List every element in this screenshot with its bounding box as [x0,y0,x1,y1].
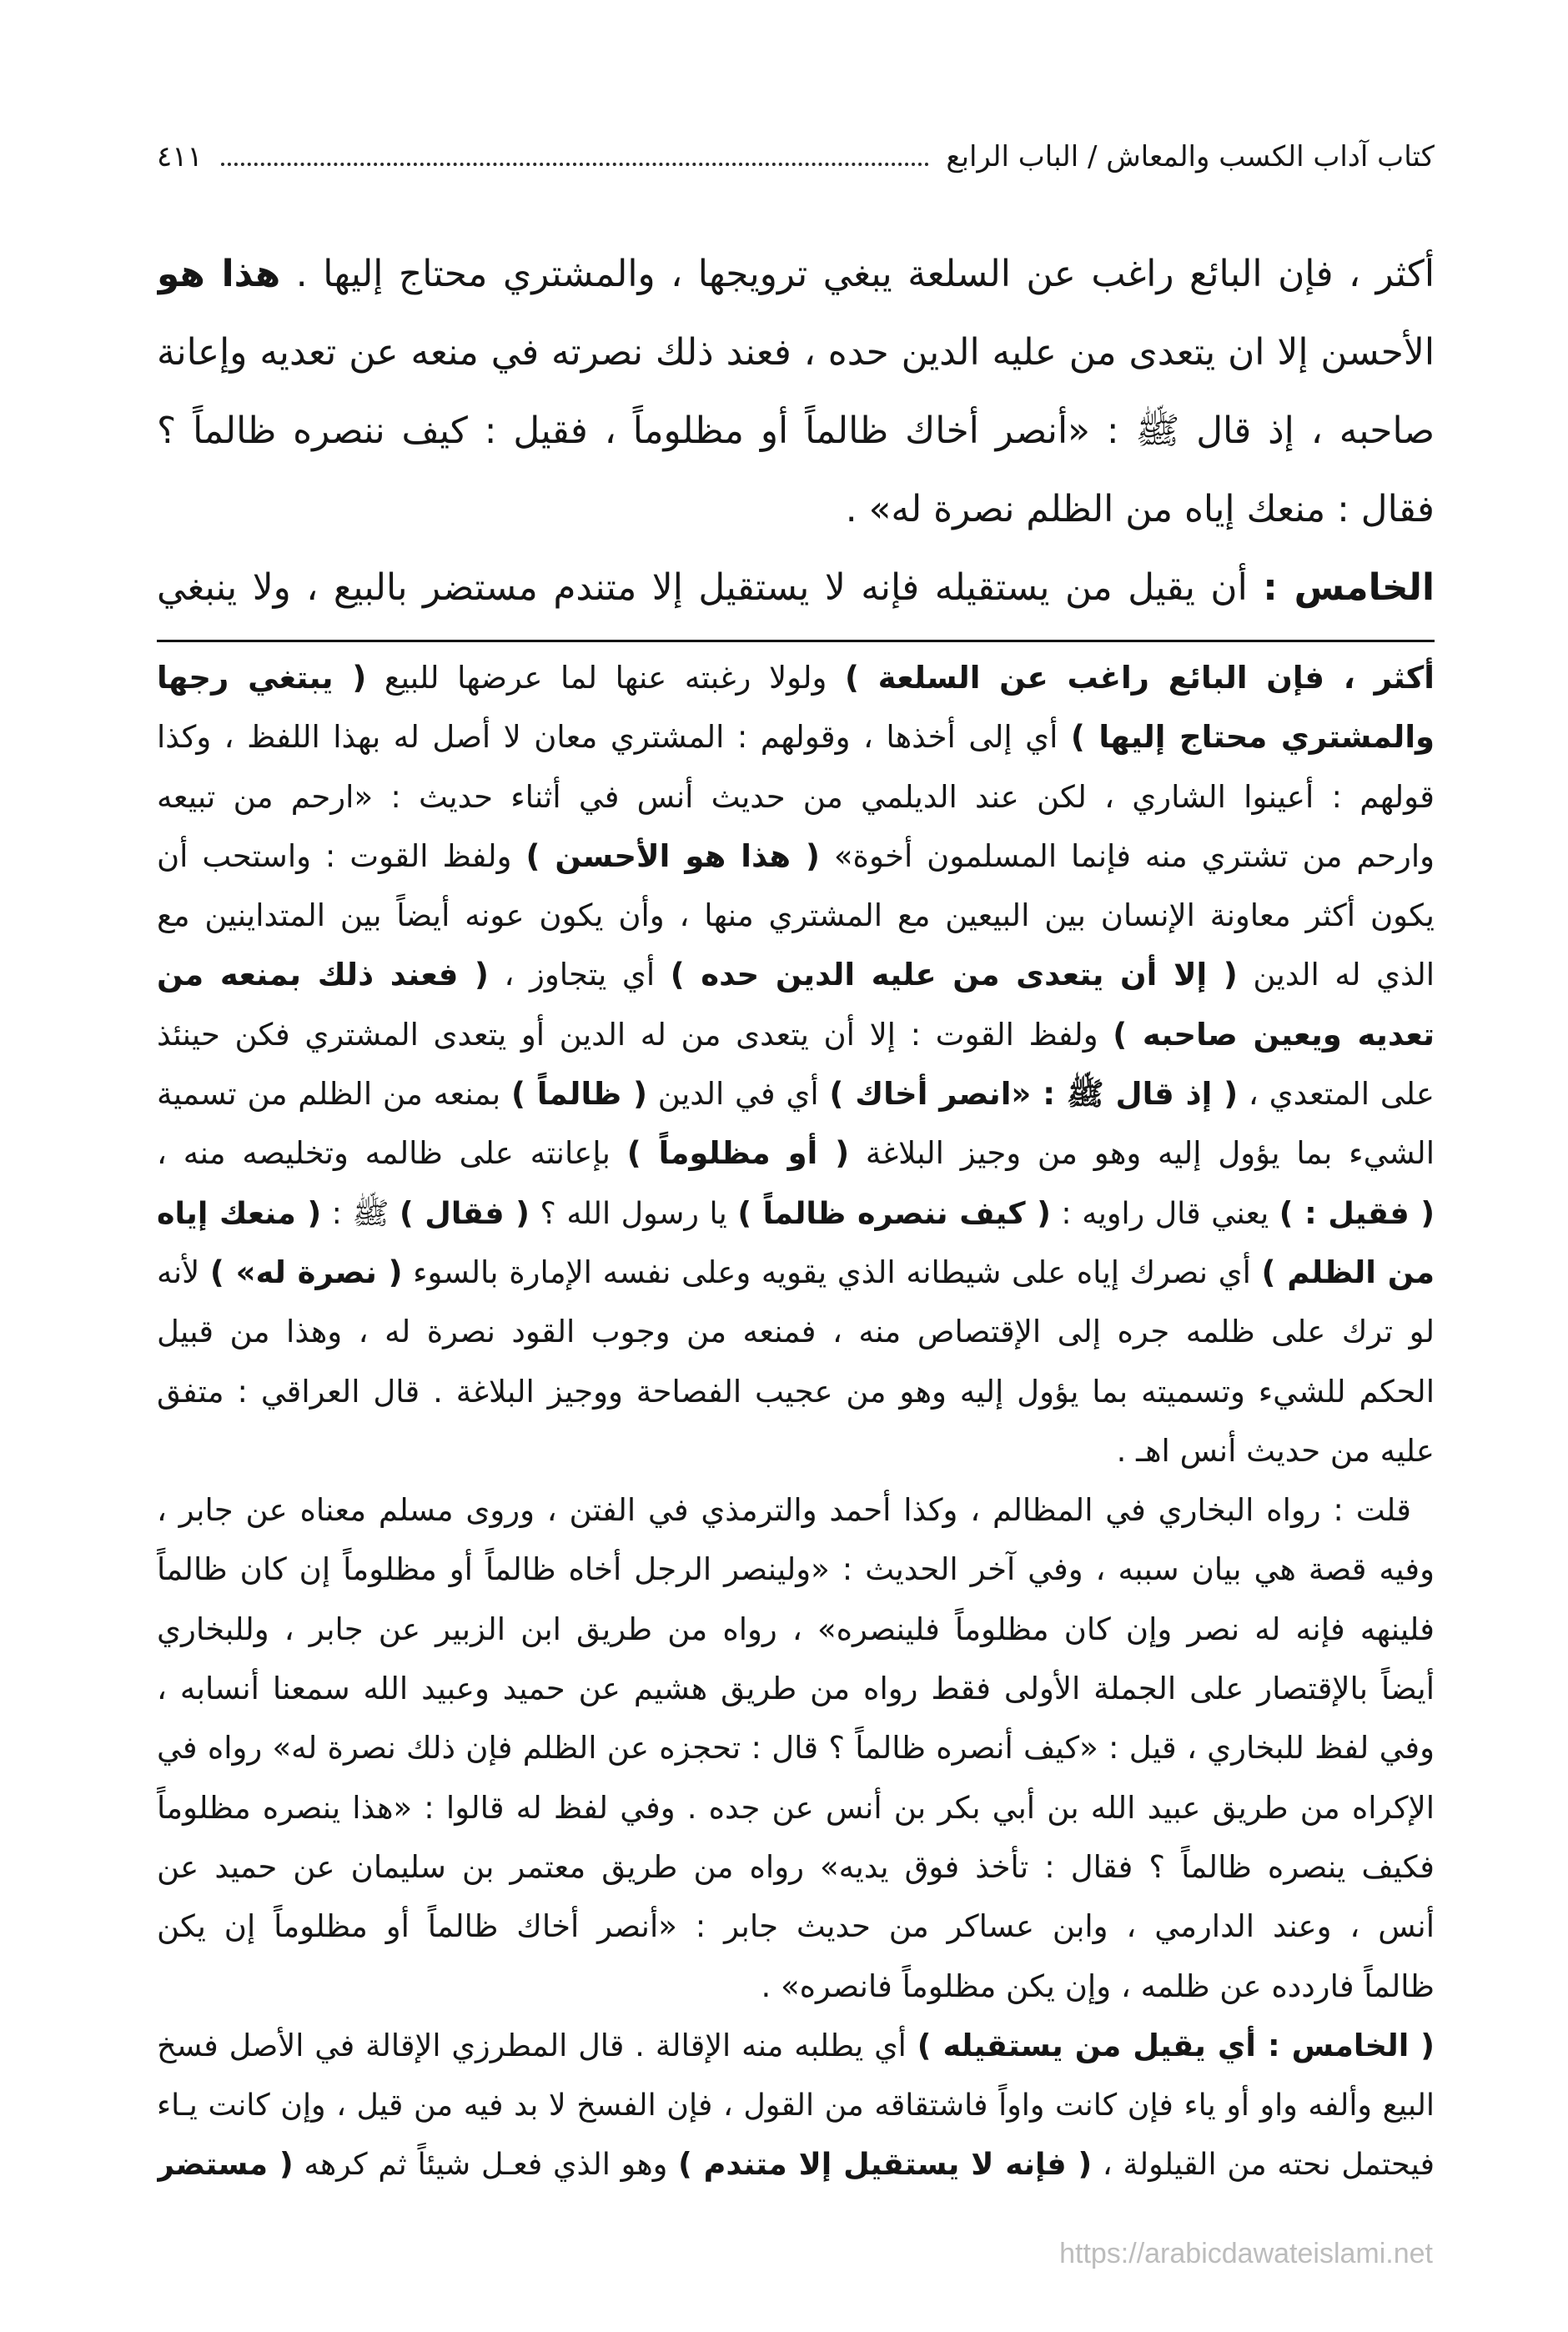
commentary-line [157,2134,1435,2194]
text-segment: ﷺ : [321,1194,400,1231]
text-segment: قلت : رواه البخاري في المظالم ، وكذا أحمد والترمذي في الفتن ، وروى مسلم معناه عن جابر ، [157,1492,1411,1529]
emphasized-text: ( فعند ذلك بمنعه من [157,957,489,993]
emphasized-text: ( منعك إياه [157,1194,322,1231]
emphasized-text: ( فقيل : ) [1279,1194,1435,1231]
emphasized-text: ( أو مظلوماً ) [626,1135,850,1172]
text-segment: الحكم للشيء وتسميته بما يؤول إليه وهو من عجيب الفصاحة ووجيز البلاغة . قال العراقي : متفق [157,1373,1435,1410]
text-segment: على المتعدي ، [1238,1076,1435,1113]
text-segment: يكون أكثر معاونة الإنسان بين البيعين مع المشتري منها ، وأن يكون عونه أيضاً بين المتداينين مع [157,897,1435,934]
emphasized-text: والمشتري محتاج إليها ) [1070,719,1435,756]
text-segment: وفيه قصة هي بيان سببه ، وفي آخر الحديث : «ولينصر الرجل أخاه ظالماً أو مظلوماً إن كان ظالماً [157,1551,1435,1588]
text-segment: فيحتمل نحته من القيلولة ، [1092,2146,1435,2183]
commentary-line [157,707,1435,766]
commentary-line [157,1718,1435,1777]
emphasized-text: هذا هو [157,253,281,295]
text-segment: أي في الدين [647,1076,830,1113]
text-segment: فكيف ينصره ظالماً ؟ فقال : تأخذ فوق يديه» رواه من طريق معتمر بن سليمان عن حميد عن [157,1848,1435,1885]
text-segment: أكثر ، فإن البائع راغب عن السلعة يبغي ترويجها ، والمشتري محتاج إليها . [280,253,1435,295]
commentary-line [157,1957,1435,2016]
emphasized-text: ( هذا هو الأحسن ) [525,837,820,874]
main-text-line [157,470,1435,549]
commentary-line [157,1600,1435,1659]
commentary-line [157,1837,1435,1897]
text-segment: يا رسول الله ؟ [529,1194,738,1231]
header-dot-leader [221,163,930,166]
text-segment: أي يطلبه منه الإقالة . قال المطرزي الإقالة في الأصل فسخ [157,2027,917,2063]
commentary-line [157,1243,1435,1302]
commentary-line [157,767,1435,827]
text-segment: الذي له الدين [1237,957,1435,993]
text-segment: يعني قال راويه : [1050,1194,1279,1231]
text-segment: الإكراه من طريق عبيد الله بن أبي بكر بن أنس عن جده . وفي لفظ له قالوا : «هذا ينصره مظلوماً [157,1789,1435,1826]
emphasized-text: ( ظالماً ) [511,1076,648,1113]
text-segment: أنس ، وعند الدارمي ، وابن عساكر من حديث جابر : «أنصر أخاك ظالماً أو مظلوماً إن يكن [157,1908,1435,1945]
text-segment: البيع وألفه واو أو ياء فإن كانت واواً فاشتقاقه من القول ، فإن الفسخ لا بد فيه من قيل ، وإن كانت يـاء [157,2087,1435,2123]
emphasized-text: ( إلا أن يتعدى من عليه الدين حده ) [670,957,1238,993]
text-segment: صاحبه ، إذ قال ﷺ : «أنصر أخاك ظالماً أو مظلوماً ، فقيل : كيف ننصره ظالماً ؟ [157,410,1435,452]
text-segment: ولولا رغبته عنها لما عرضها للبيع [366,660,845,696]
emphasized-text: أكثر ، فإن البائع راغب عن السلعة ) [845,660,1435,696]
text-segment: لأنه [157,1254,210,1290]
text-segment: أيضاً بالإقتصار على الجملة الأولى فقط رواه من طريق هشيم عن حميد وعبيد الله سمعنا أنسابه ، [157,1671,1435,1707]
emphasized-text: ( إذ قال ﷺ : «انصر أخاك ) [829,1076,1239,1113]
text-segment: عليه من حديث أنس اهـ . [1116,1432,1435,1469]
header-title: كتاب آداب الكسب والمعاش / الباب الرابع [946,140,1435,173]
text-segment: ظالماً فاردده عن ظلمه ، وإن يكن مظلوماً فانصره» . [761,1968,1435,2004]
emphasized-text: من الظلم ) [1261,1254,1435,1290]
commentary-line [157,1362,1435,1421]
footnote-divider [157,640,1435,642]
commentary-line [157,1659,1435,1718]
text-segment: فقال : منعك إياه من الظلم نصرة له» . [845,488,1435,530]
text-segment: فلينهه فإنه له نصر وإن كان مظلوماً فلينصره» ، رواه من طريق ابن الزبير عن جابر ، وللبخاري [157,1611,1435,1647]
emphasized-text: ( الخامس : أي يقيل من يستقيله ) [917,2027,1435,2063]
commentary-line [157,1302,1435,1361]
commentary-line [157,1184,1435,1243]
main-text [157,235,1435,627]
page-number: ٤١١ [157,140,203,173]
main-text-line [157,549,1435,627]
emphasized-text: ( فإنه لا يستقيل إلا متندم ) [678,2146,1093,2183]
main-text-line [157,314,1435,392]
emphasized-text: ( كيف ننصره ظالماً ) [737,1194,1051,1231]
commentary-line [157,1897,1435,1956]
text-segment: وفي لفظ للبخاري ، قيل : «كيف أنصره ظالماً ؟ قال : تحجزه عن الظلم فإن ذلك نصرة له» رواه في [157,1730,1435,1767]
emphasized-text: تعديه ويعين صاحبه ) [1113,1016,1435,1053]
text-segment: وهو الذي فعـل شيئاً ثم كرهه [293,2146,679,2183]
commentary-line [157,1421,1435,1480]
text-segment: لو ترك على ظلمه جره إلى الإقتصاص منه ، فمنعه من وجوب القود نصرة له ، وهذا من قبيل [157,1314,1435,1350]
text-segment: وارحم من تشتري منه فإنما المسلمون أخوة» [819,837,1435,874]
commentary-line [157,827,1435,886]
emphasized-text: ( نصرة له» ) [209,1254,403,1290]
text-segment: بمنعه من الظلم من تسمية [157,1076,512,1113]
text-segment: أي نصرك إياه على شيطانه الذي يقويه وعلى نفسه الإمارة بالسوء [402,1254,1262,1290]
text-segment: أي إلى أخذها ، وقولهم : المشتري معان لا أصل له بهذا اللفظ ، وكذا [157,719,1071,756]
text-segment: أي يتجاوز ، [488,957,671,993]
commentary-line [157,1778,1435,1837]
commentary-line [157,1064,1435,1123]
commentary-line [157,1005,1435,1064]
emphasized-text: ( يبتغي رجها [157,660,367,696]
main-text-line [157,235,1435,314]
text-segment: أن يقيل من يستقيله فإنه لا يستقيل إلا متندم مستضر بالبيع ، ولا ينبغي [157,566,1264,609]
text-segment: ولفظ القوت : إلا أن يتعدى من له الدين أو يتعدى المشتري فكن حينئذ [157,1016,1113,1053]
commentary-line [157,945,1435,1004]
text-segment: قولهم : أعينوا الشاري ، لكن عند الديلمي من حديث أنس في أثناء حديث : «ارحم من تبيعه [157,778,1435,815]
main-text-line [157,392,1435,470]
commentary-line [157,1480,1435,1540]
commentary-line [157,1540,1435,1599]
commentary-line [157,1123,1435,1183]
emphasized-text: ( فقال ) [400,1194,530,1231]
commentary-text [157,648,1435,2194]
commentary-line [157,886,1435,945]
text-segment: بإعانته على ظالمه وتخليصه منه ، [157,1135,627,1172]
text-segment: الأحسن إلا ان يتعدى من عليه الدين حده ، فعند ذلك نصرته في منعه عن تعديه وإعانة [157,331,1435,374]
text-segment: ولفظ القوت : واستحب أن [157,837,526,874]
watermark-url: https://arabicdawateislami.net [1059,2238,1433,2269]
text-segment: الشيء بما يؤول إليه وهو من وجيز البلاغة [849,1135,1435,1172]
commentary-line [157,648,1435,707]
emphasized-text: ( مستضر [157,2146,294,2183]
emphasized-text: الخامس : [1263,566,1435,609]
commentary-line [157,2075,1435,2134]
commentary-line [157,2016,1435,2075]
running-header [157,130,1435,183]
